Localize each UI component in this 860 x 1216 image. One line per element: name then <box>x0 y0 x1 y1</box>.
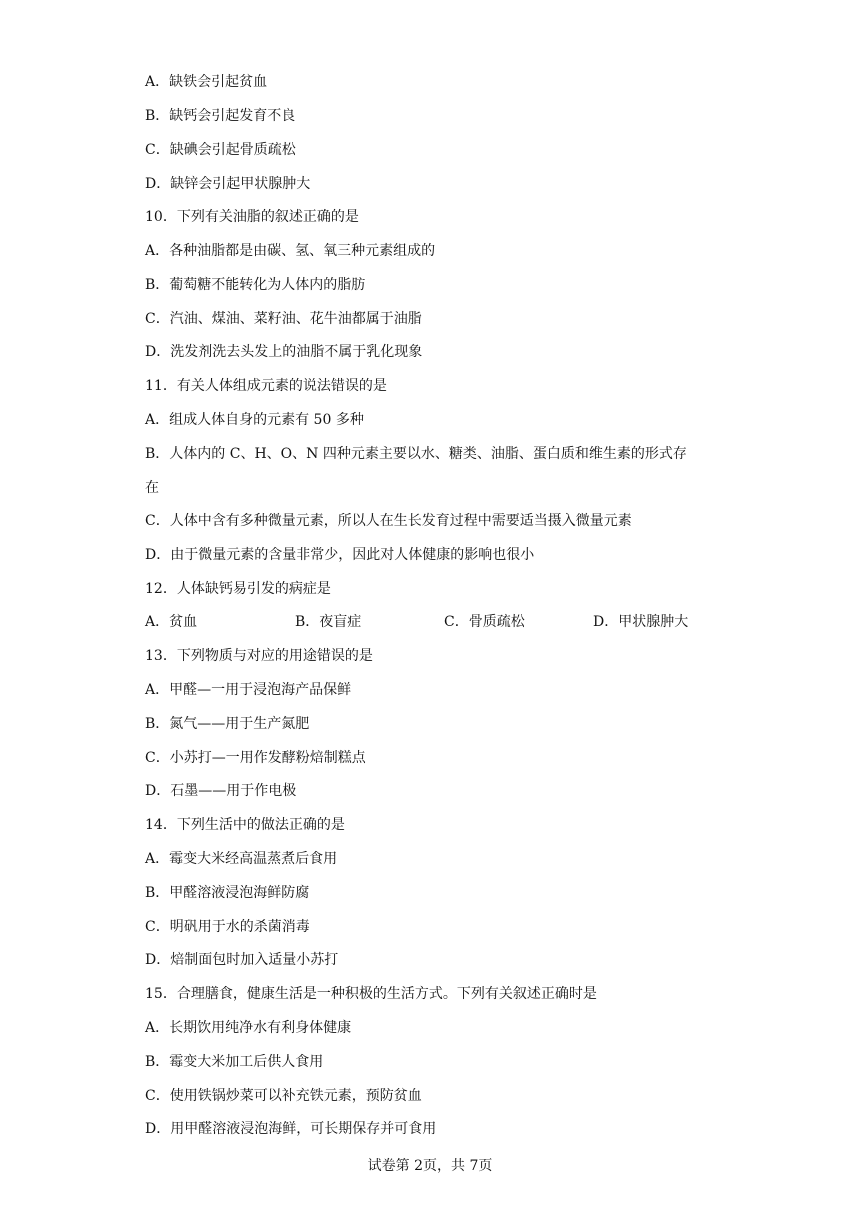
q13-option-b: B．氮气——用于生产氮肥 <box>145 716 310 732</box>
q10-option-b: B．葡萄糖不能转化为人体内的脂肪 <box>145 277 366 293</box>
q15-option-a: A．长期饮用纯净水有利身体健康 <box>145 1020 352 1036</box>
q15-option-d: D．用甲醛溶液浸泡海鲜，可长期保存并可食用 <box>145 1121 437 1137</box>
q14-option-c: C．明矾用于水的杀菌消毒 <box>145 919 310 935</box>
q10-option-a: A．各种油脂都是由碳、氢、氧三种元素组成的 <box>145 243 436 259</box>
q11-option-c: C．人体中含有多种微量元素，所以人在生长发育过程中需要适当摄入微量元素 <box>145 513 632 529</box>
q15-option-b: B．霉变大米加工后供人食用 <box>145 1054 324 1070</box>
q10-option-d: D．洗发剂洗去头发上的油脂不属于乳化现象 <box>145 344 423 360</box>
q11-stem: 11．有关人体组成元素的说法错误的是 <box>145 378 387 394</box>
q11-option-b-continued: 在 <box>145 480 159 496</box>
q9-option-b: B．缺钙会引起发育不良 <box>145 108 296 124</box>
q14-option-a: A．霉变大米经高温蒸煮后食用 <box>145 851 338 867</box>
q9-option-d: D．缺锌会引起甲状腺肿大 <box>145 176 311 192</box>
q11-option-d: D．由于微量元素的含量非常少，因此对人体健康的影响也很小 <box>145 547 535 563</box>
q12-stem: 12．人体缺钙易引发的病症是 <box>145 581 331 597</box>
q12-options-row <box>145 612 745 632</box>
q14-stem: 14．下列生活中的做法正确的是 <box>145 817 345 833</box>
q9-option-c: C．缺碘会引起骨质疏松 <box>145 142 296 158</box>
q12-option-b: B．夜盲症 <box>295 614 362 630</box>
q13-stem: 13．下列物质与对应的用途错误的是 <box>145 648 373 664</box>
q11-option-a: A．组成人体自身的元素有 50 多种 <box>145 412 364 428</box>
q15-stem: 15．合理膳食，健康生活是一种积极的生活方式。下列有关叙述正确时是 <box>145 986 597 1002</box>
q10-stem: 10．下列有关油脂的叙述正确的是 <box>145 209 359 225</box>
q9-option-a: A．缺铁会引起贫血 <box>145 74 268 90</box>
q10-option-c: C．汽油、煤油、菜籽油、花牛油都属于油脂 <box>145 311 422 327</box>
q12-option-d: D．甲状腺肿大 <box>593 614 689 630</box>
q13-option-a: A．甲醛—一用于浸泡海产品保鲜 <box>145 682 352 698</box>
q15-option-c: C．使用铁锅炒菜可以补充铁元素，预防贫血 <box>145 1088 422 1104</box>
q13-option-d: D．石墨——用于作电极 <box>145 783 297 799</box>
q12-option-c: C．骨质疏松 <box>444 614 525 630</box>
q14-option-d: D．焙制面包时加入适量小苏打 <box>145 952 339 968</box>
q11-option-b: B．人体内的 C、H、O、N 四种元素主要以水、糖类、油脂、蛋白质和维生素的形式存 <box>145 446 687 462</box>
q13-option-c: C．小苏打—一用作发酵粉焙制糕点 <box>145 750 366 766</box>
q12-option-a: A．贫血 <box>145 614 198 630</box>
page-footer: 试卷第 2页，共 7页 <box>367 1158 493 1174</box>
q14-option-b: B．甲醛溶液浸泡海鲜防腐 <box>145 885 310 901</box>
